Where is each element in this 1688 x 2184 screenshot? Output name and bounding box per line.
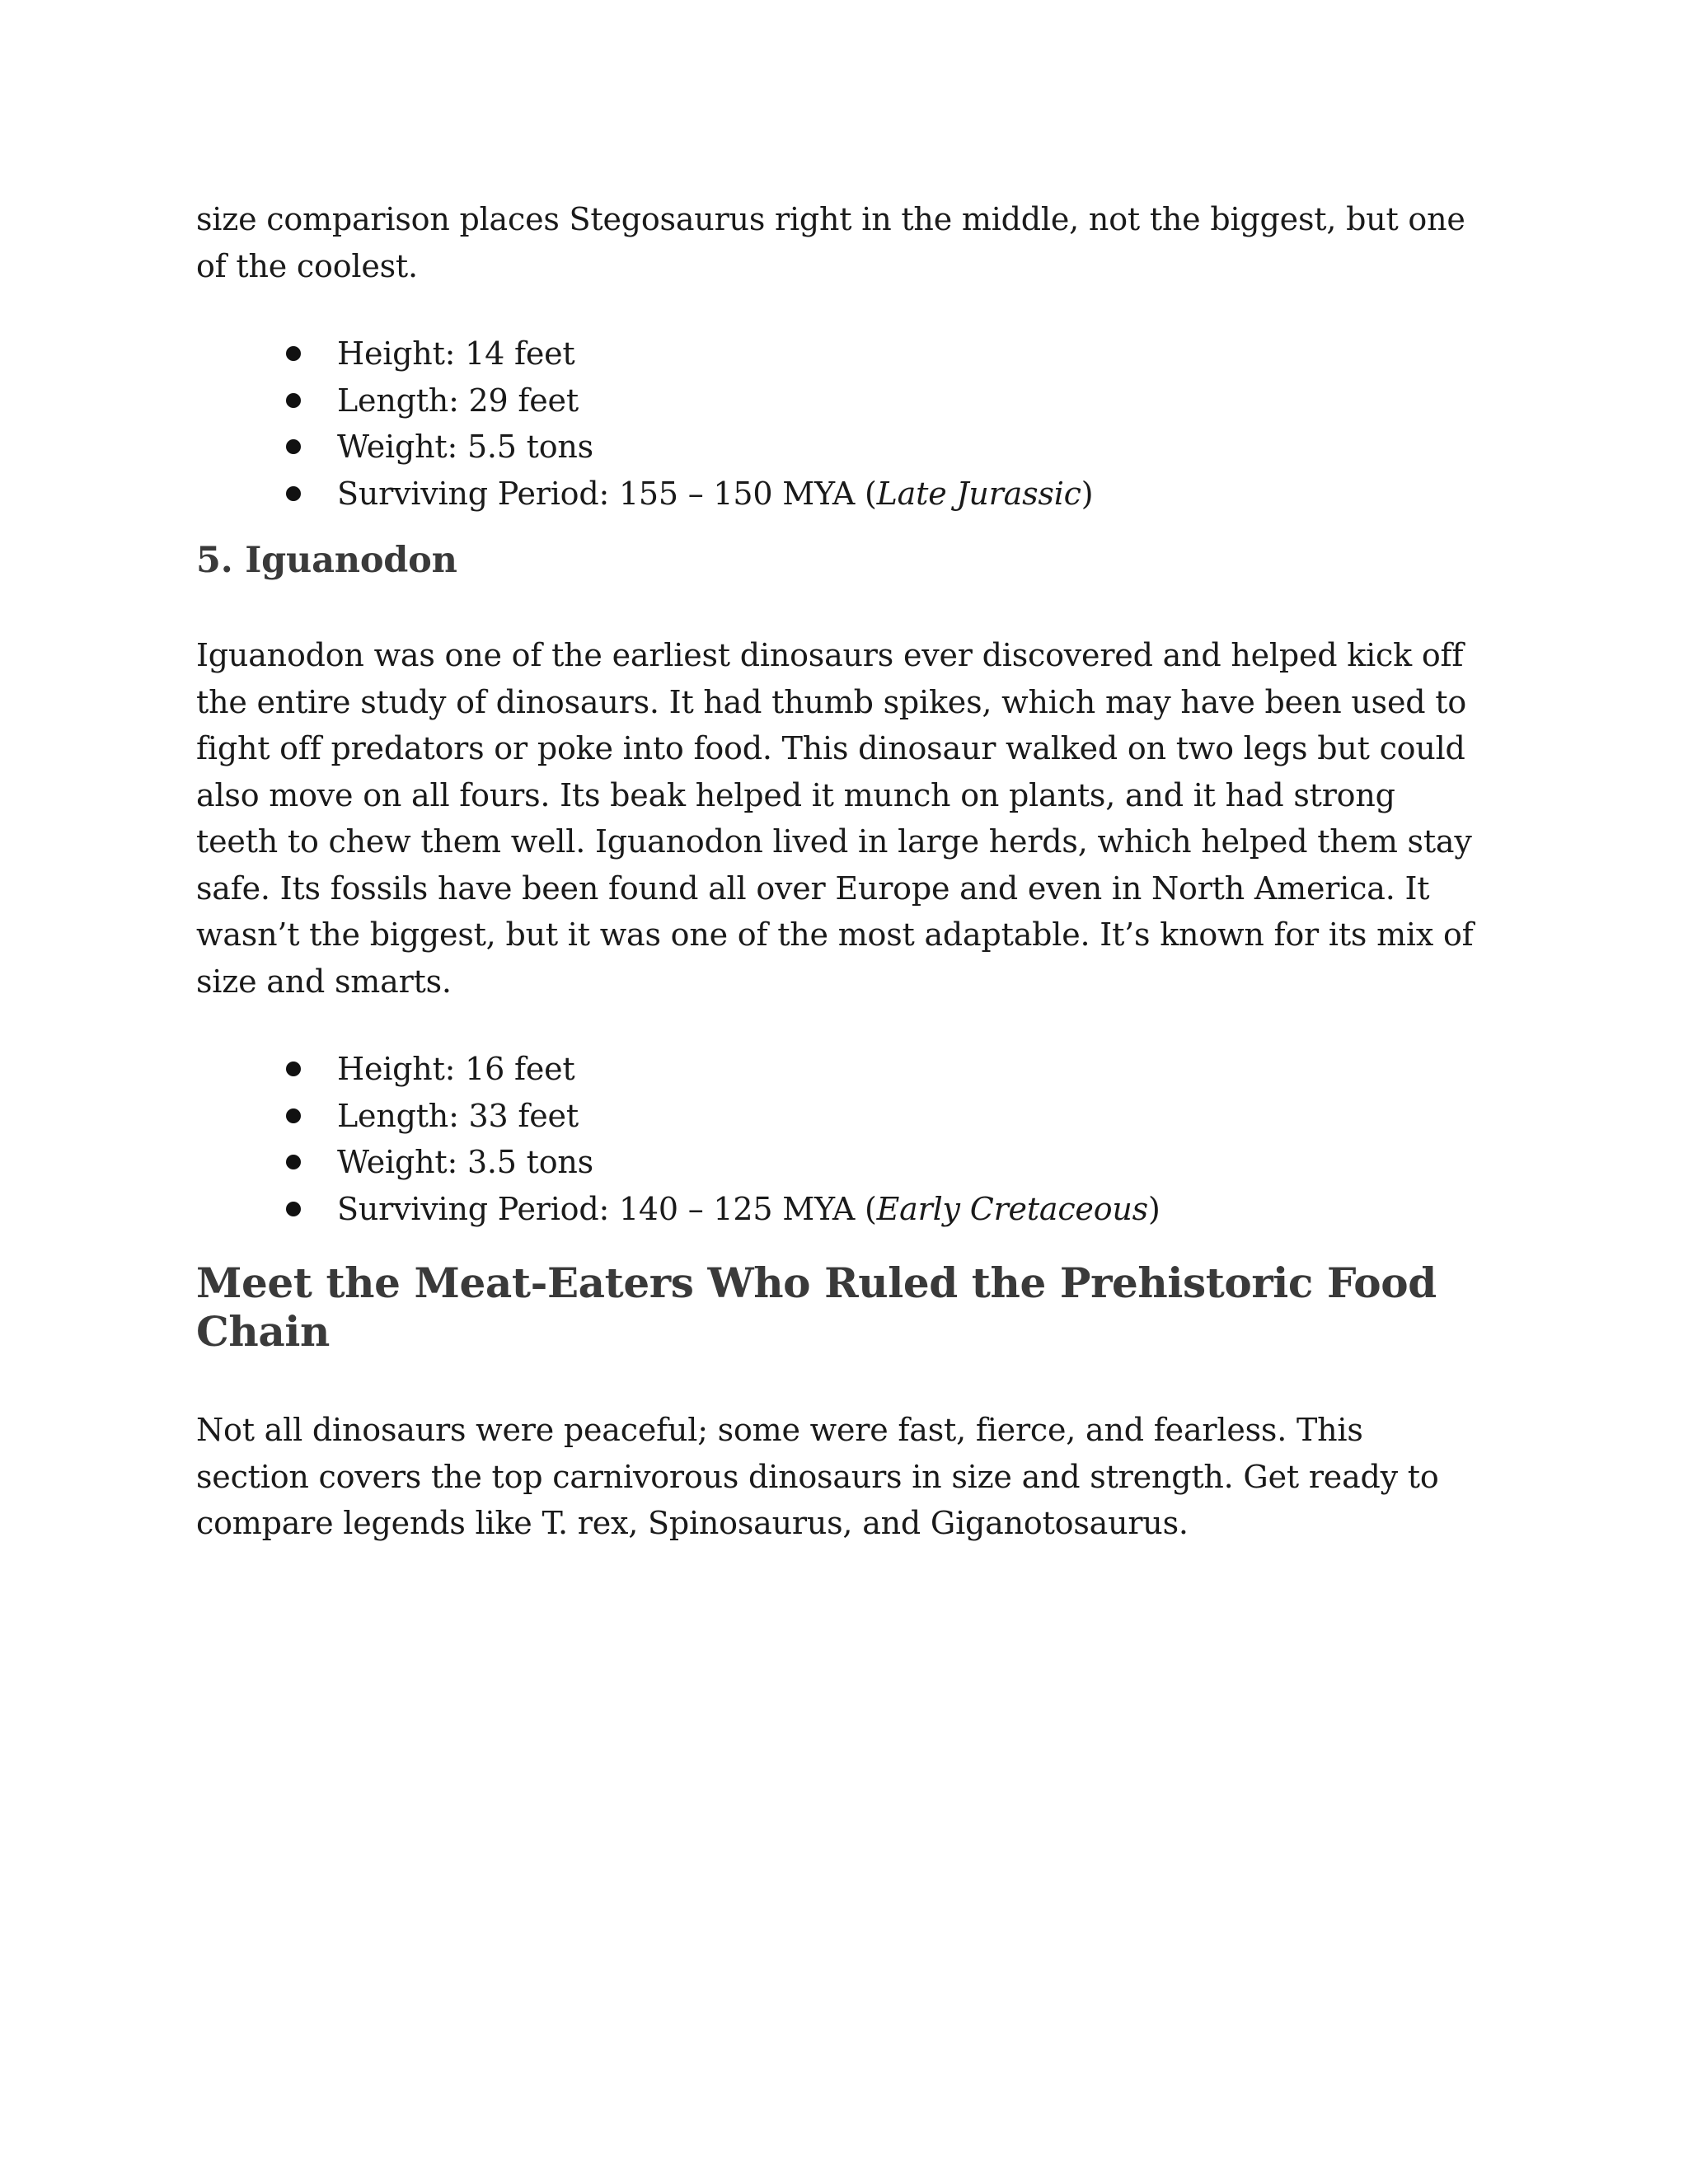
bullet-icon (286, 439, 301, 454)
section-heading-meat-eaters: Meet the Meat-Eaters Who Ruled the Prehistoric Food Chain (196, 1258, 1437, 1356)
meat-eaters-paragraph: Not all dinosaurs were peaceful; some were fast, fierce, and fearless. This section covers the top carnivorous dinosaurs in size and strength. Get ready to compare legends like T. rex, Spinosaurus, and Giganotosaurus. (196, 1412, 1439, 1541)
list-item: Height: 14 feet (196, 330, 1482, 377)
bullet-icon (286, 1155, 301, 1169)
stegosaurus-stats-list (196, 330, 1482, 517)
iguanodon-paragraph: Iguanodon was one of the earliest dinosaurs ever discovered and helped kick off the entire study of dinosaurs. It had thumb spikes, which may have been used to fight off predators or poke into food. This dinosaur walked on two legs but could also move on all fours. Its beak helped it munch on plants, and it had strong teeth to chew them well. Iguanodon lived in large herds, which helped them stay safe. Its fossils have been found all over Europe and even in North America. It wasn’t the biggest, but it was one of the most adaptable. It’s known for its mix of size and smarts. (196, 637, 1474, 1000)
bullet-icon (286, 393, 301, 408)
bullet-icon (286, 486, 301, 501)
list-item: Length: 29 feet (196, 377, 1482, 424)
list-item: Length: 33 feet (196, 1093, 1482, 1140)
bullet-icon (286, 346, 301, 361)
section-heading-iguanodon: 5. Iguanodon (196, 540, 457, 581)
iguanodon-stats-list (196, 1046, 1482, 1232)
list-item: Weight: 3.5 tons (196, 1139, 1482, 1186)
intro-paragraph: size comparison places Stegosaurus right in the middle, not the biggest, but one of the coolest. (196, 201, 1465, 284)
list-item: Surviving Period: 140 – 125 MYA (Early Cretaceous) (196, 1186, 1482, 1233)
document-page (196, 196, 1482, 1547)
bullet-icon (286, 1108, 301, 1123)
bullet-icon (286, 1062, 301, 1076)
list-item: Height: 16 feet (196, 1046, 1482, 1093)
bullet-icon (286, 1202, 301, 1216)
list-item: Weight: 5.5 tons (196, 424, 1482, 471)
list-item: Surviving Period: 155 – 150 MYA (Late Jurassic) (196, 471, 1482, 518)
